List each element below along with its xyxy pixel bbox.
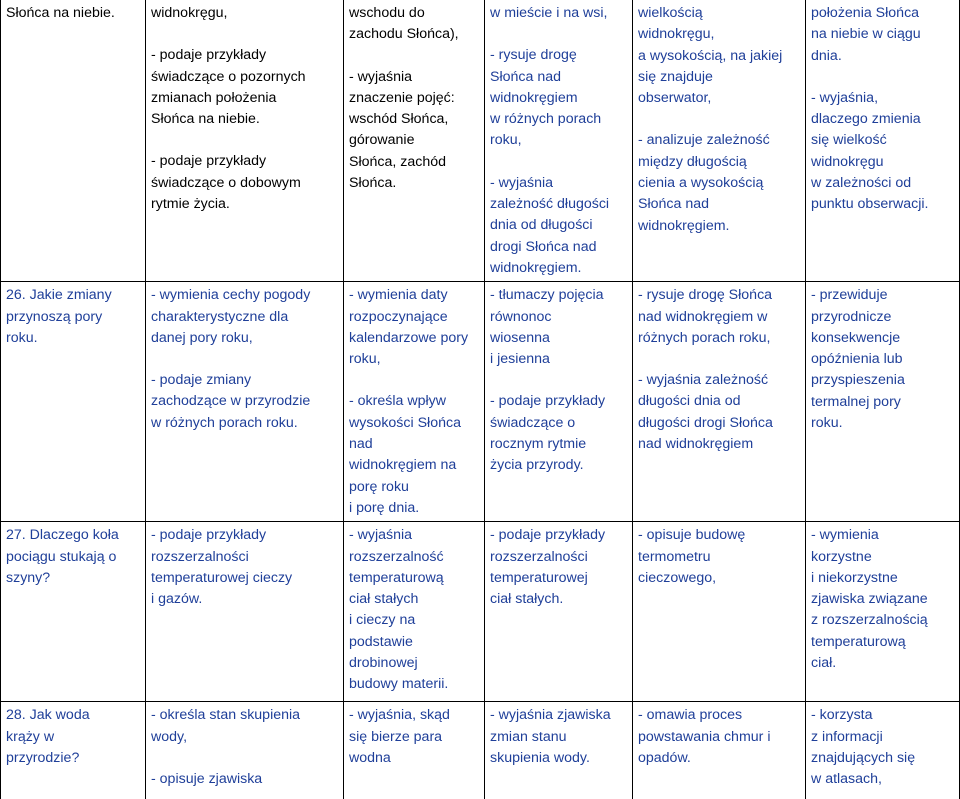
line-gap bbox=[151, 130, 339, 151]
cell-text-line: przyrodzie? bbox=[6, 749, 80, 766]
cell-text-line: temperaturową bbox=[811, 633, 906, 650]
cell-text-line: ciał stałych. bbox=[490, 591, 564, 608]
table-cell bbox=[485, 0, 633, 282]
table-cell bbox=[146, 282, 344, 522]
table-cell bbox=[633, 522, 806, 702]
cell-text-line: z rozszerzalnością bbox=[811, 612, 928, 629]
cell-text-line: - wyjaśnia, skąd bbox=[349, 707, 450, 724]
cell-text-line: Słońca nad bbox=[490, 68, 561, 85]
line-gap bbox=[638, 349, 801, 370]
table-cell bbox=[344, 522, 485, 702]
cell-text-line: skupienia wody. bbox=[490, 749, 590, 766]
cell-text-line: wiosenna bbox=[490, 329, 550, 346]
cell-text-line: rytmie życia. bbox=[151, 196, 230, 213]
cell-text-line: - opisuje budowę bbox=[638, 527, 746, 544]
cell-text-line: widnokręgiem bbox=[490, 89, 578, 106]
cell-text-line: i cieczy na bbox=[349, 612, 416, 629]
cell-text-line: wysokości Słońca bbox=[349, 414, 461, 431]
table-cell bbox=[485, 282, 633, 522]
cell-text-line: Słońca, zachód bbox=[349, 153, 447, 170]
table-cell bbox=[344, 0, 485, 282]
cell-text-line: - wymienia bbox=[811, 527, 879, 544]
cell-text-line: roku. bbox=[811, 415, 843, 432]
cell-text-line: porę roku bbox=[349, 478, 409, 495]
cell-text-line: nad widnokręgiem bbox=[638, 436, 754, 453]
cell-text-line: w różnych porach roku. bbox=[151, 414, 298, 431]
cell-text-line: Słońca na niebie. bbox=[151, 111, 260, 128]
table-cell bbox=[344, 282, 485, 522]
cell-text-line: 26. Jakie zmiany bbox=[6, 287, 112, 304]
cell-text-line: równonoc bbox=[490, 308, 552, 325]
cell-text-line: dnia od długości bbox=[490, 217, 593, 234]
cell-text-line: danej pory roku, bbox=[151, 329, 253, 346]
cell-text-line: świadczące o pozornych bbox=[151, 68, 306, 85]
table-row bbox=[1, 282, 960, 522]
table-cell bbox=[806, 0, 960, 282]
cell-text-line: - podaje zmiany bbox=[151, 372, 252, 389]
cell-text-line: się bierze para bbox=[349, 728, 443, 745]
cell-text-line: krąży w bbox=[6, 728, 55, 745]
cell-text-line: zmian stanu bbox=[490, 728, 567, 745]
cell-text-line: drobinowej bbox=[349, 655, 418, 672]
cell-text-line: - korzysta bbox=[811, 707, 873, 724]
cell-text-line: - rysuje drogę bbox=[490, 47, 577, 64]
cell-text-line: podstawie bbox=[349, 633, 413, 650]
cell-text-line: - wyjaśnia bbox=[349, 527, 413, 544]
cell-text-line: między długością bbox=[638, 153, 747, 170]
table-cell bbox=[146, 702, 344, 799]
cell-text-line: rozszerzalności bbox=[151, 548, 249, 565]
cell-text-line: górowanie bbox=[349, 132, 415, 149]
cell-text-line: wschód Słońca, bbox=[349, 111, 449, 128]
cell-text-line: i porę dnia. bbox=[349, 499, 420, 516]
cell-text-line: różnych porach roku, bbox=[638, 329, 771, 346]
cell-text-line: zachodzące w przyrodzie bbox=[151, 393, 311, 410]
cell-text-line: nad widnokręgiem w bbox=[638, 308, 768, 325]
cell-text-line: widnokręgiem. bbox=[490, 259, 582, 276]
table-cell bbox=[146, 522, 344, 702]
cell-text-line: - podaje przykłady bbox=[490, 527, 606, 544]
cell-text-line: cienia a wysokością bbox=[638, 175, 764, 192]
line-gap bbox=[490, 370, 628, 391]
line-gap bbox=[349, 370, 480, 391]
cell-text-line: przyrodnicze bbox=[811, 308, 892, 325]
cell-text-line: wielkością bbox=[638, 5, 703, 21]
cell-text-line: w atlasach, bbox=[811, 771, 882, 788]
table-row bbox=[1, 702, 960, 799]
cell-text-line: długości drogi Słońca bbox=[638, 414, 773, 431]
cell-text-line: szyny? bbox=[6, 569, 51, 586]
cell-text-line: opóźnienia lub bbox=[811, 351, 903, 368]
cell-text-line: rozpoczynające bbox=[349, 308, 448, 325]
cell-text-line: - podaje przykłady bbox=[490, 393, 606, 410]
table-cell bbox=[806, 702, 960, 799]
cell-text-line: termometru bbox=[638, 548, 711, 565]
cell-text-line: się wielkość bbox=[811, 132, 887, 149]
cell-text-line: dnia. bbox=[811, 47, 842, 64]
cell-text-line: rozszerzalność bbox=[349, 548, 444, 565]
cell-text-line: - podaje przykłady bbox=[151, 153, 267, 170]
cell-text-line: widnokręgu, bbox=[151, 5, 228, 21]
cell-text-line: punktu obserwacji. bbox=[811, 196, 929, 213]
table-cell bbox=[485, 522, 633, 702]
cell-text-line: rozszerzalności bbox=[490, 548, 588, 565]
cell-text-line: cieczowego, bbox=[638, 569, 717, 586]
cell-text-line: - wymienia daty bbox=[349, 287, 448, 304]
cell-text-line: korzystne bbox=[811, 548, 872, 565]
cell-text-line: wodna bbox=[349, 749, 391, 766]
cell-text-line: widnokręgiem na bbox=[349, 457, 457, 474]
cell-text-line: drogi Słońca nad bbox=[490, 238, 597, 255]
line-gap bbox=[638, 109, 801, 130]
line-gap bbox=[490, 152, 628, 173]
cell-text-line: powstawania chmur i bbox=[638, 728, 771, 745]
cell-text-line: opadów. bbox=[638, 749, 691, 766]
cell-text-line: długości dnia od bbox=[638, 393, 741, 410]
table-row bbox=[1, 0, 960, 282]
cell-text-line: i gazów. bbox=[151, 591, 203, 608]
table-cell bbox=[633, 282, 806, 522]
cell-text-line: świadczące o dobowym bbox=[151, 174, 301, 191]
cell-text-line: temperaturową bbox=[349, 569, 444, 586]
line-gap bbox=[151, 349, 339, 370]
cell-text-line: znajdujących się bbox=[811, 749, 916, 766]
table-cell bbox=[806, 282, 960, 522]
cell-text-line: dlaczego zmienia bbox=[811, 111, 921, 128]
cell-text-line: widnokręgu, bbox=[638, 26, 715, 43]
cell-text-line: nad bbox=[349, 436, 373, 453]
cell-text-line: roku, bbox=[490, 132, 522, 149]
cell-text-line: - wyjaśnia bbox=[490, 174, 554, 191]
cell-text-line: obserwator, bbox=[638, 90, 712, 107]
cell-text-line: rocznym rytmie bbox=[490, 436, 587, 453]
cell-text-line: budowy materii. bbox=[349, 676, 449, 693]
cell-text-line: ciał stałych bbox=[349, 591, 419, 608]
cell-text-line: świadczące o bbox=[490, 414, 576, 431]
table-cell bbox=[633, 0, 806, 282]
cell-text-line: i niekorzystne bbox=[811, 569, 898, 586]
line-gap bbox=[490, 24, 628, 45]
cell-text-line: wody, bbox=[151, 728, 188, 745]
table-cell bbox=[146, 0, 344, 282]
cell-text-line: - określa wpływ bbox=[349, 393, 446, 410]
table-cell bbox=[485, 702, 633, 799]
table-row bbox=[1, 522, 960, 702]
cell-text-line: - przewiduje bbox=[811, 287, 888, 304]
table-cell bbox=[1, 282, 146, 522]
table-cell bbox=[633, 702, 806, 799]
cell-text-line: zachodu Słońca), bbox=[349, 26, 459, 43]
cell-text-line: się znajduje bbox=[638, 68, 713, 85]
cell-text-line: zmianach położenia bbox=[151, 89, 277, 106]
cell-text-line: - analizuje zależność bbox=[638, 132, 770, 149]
cell-text-line: wschodu do bbox=[349, 5, 425, 21]
cell-text-line: temperaturowej bbox=[490, 569, 588, 586]
cell-text-line: Słońca na niebie. bbox=[6, 5, 115, 21]
line-gap bbox=[349, 46, 480, 67]
table-body bbox=[1, 0, 960, 799]
cell-text-line: - podaje przykłady bbox=[151, 47, 267, 64]
cell-text-line: roku, bbox=[349, 351, 381, 368]
cell-text-line: charakterystyczne dla bbox=[151, 308, 289, 325]
cell-text-line: w zależności od bbox=[811, 175, 912, 192]
cell-text-line: - wymienia cechy pogody bbox=[151, 287, 311, 304]
cell-text-line: 27. Dlaczego koła bbox=[6, 527, 119, 544]
cell-text-line: - wyjaśnia zjawiska bbox=[490, 707, 611, 724]
cell-text-line: i jesienna bbox=[490, 351, 550, 368]
line-gap bbox=[811, 67, 955, 88]
cell-text-line: a wysokością, na jakiej bbox=[638, 47, 783, 64]
cell-text-line: w mieście i na wsi, bbox=[490, 5, 608, 21]
line-gap bbox=[151, 24, 339, 45]
cell-text-line: widnokręgu bbox=[811, 153, 884, 170]
cell-text-line: w różnych porach bbox=[490, 111, 602, 128]
cell-text-line: widnokręgiem. bbox=[638, 217, 730, 234]
cell-text-line: temperaturowej cieczy bbox=[151, 569, 293, 586]
cell-text-line: roku. bbox=[6, 329, 38, 346]
cell-text-line: Słońca nad bbox=[638, 196, 709, 213]
cell-text-line: - wyjaśnia zależność bbox=[638, 372, 769, 389]
cell-text-line: - rysuje drogę Słońca bbox=[638, 287, 773, 304]
cell-text-line: położenia Słońca bbox=[811, 5, 920, 21]
cell-text-line: ciał. bbox=[811, 655, 837, 672]
table-cell bbox=[1, 0, 146, 282]
table-cell bbox=[1, 522, 146, 702]
cell-text-line: z informacji bbox=[811, 728, 883, 745]
table-cell bbox=[806, 522, 960, 702]
cell-text-line: - podaje przykłady bbox=[151, 527, 267, 544]
cell-text-line: życia przyrody. bbox=[490, 457, 584, 474]
cell-text-line: - omawia proces bbox=[638, 707, 743, 724]
cell-text-line: 28. Jak woda bbox=[6, 707, 90, 724]
cell-text-line: na niebie w ciągu bbox=[811, 26, 921, 43]
cell-text-line: przyspieszenia bbox=[811, 372, 905, 389]
cell-text-line: - wyjaśnia bbox=[349, 68, 413, 85]
cell-text-line: znaczenie pojęć: bbox=[349, 89, 455, 106]
cell-text-line: - wyjaśnia, bbox=[811, 89, 879, 106]
cell-text-line: - opisuje zjawiska bbox=[151, 770, 263, 787]
table-cell bbox=[344, 702, 485, 799]
table-cell bbox=[1, 702, 146, 799]
cell-text-line: Słońca. bbox=[349, 175, 397, 192]
cell-text-line: konsekwencje bbox=[811, 329, 901, 346]
cell-text-line: zjawiska związane bbox=[811, 591, 928, 608]
line-gap bbox=[151, 748, 339, 769]
cell-text-line: przynoszą pory bbox=[6, 308, 103, 325]
cell-text-line: kalendarzowe pory bbox=[349, 329, 469, 346]
cell-text-line: - tłumaczy pojęcia bbox=[490, 287, 604, 304]
cell-text-line: zależność długości bbox=[490, 196, 610, 213]
cell-text-line: pociągu stukają o bbox=[6, 548, 117, 565]
cell-text-line: - określa stan skupienia bbox=[151, 707, 301, 724]
cell-text-line: termalnej pory bbox=[811, 393, 901, 410]
